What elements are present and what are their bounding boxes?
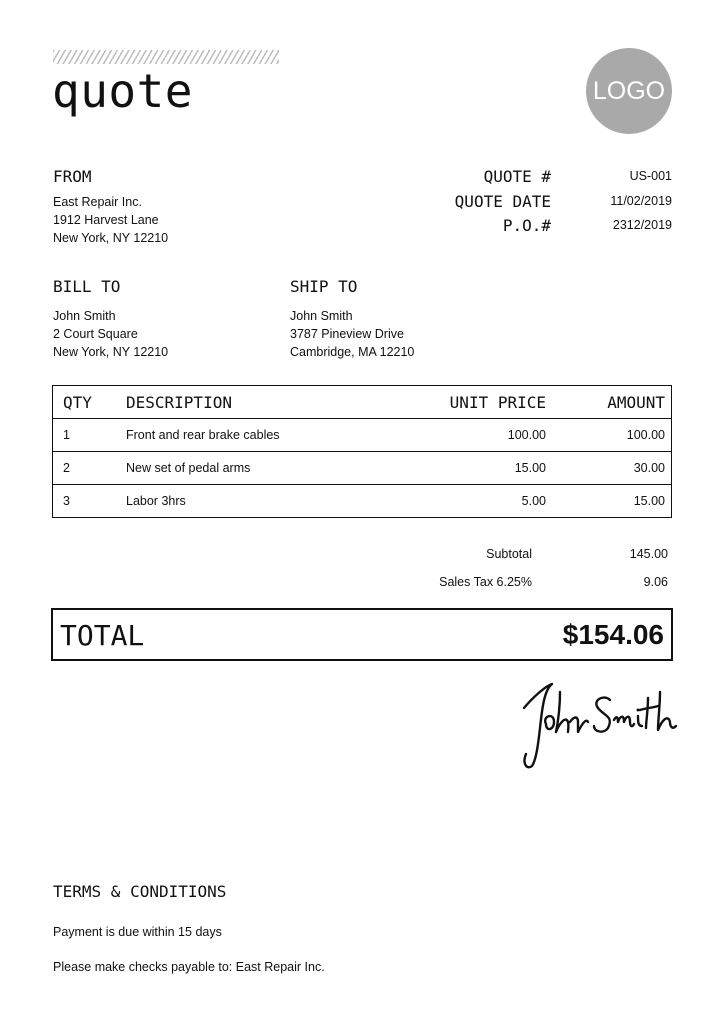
from-address [53,193,168,247]
quote-number-label: QUOTE # [483,167,551,186]
subtotal-value: 145.00 [629,547,668,561]
ship-to-city: Cambridge, MA 12210 [290,345,415,359]
header-amount: AMOUNT [607,392,665,412]
bill-to-name: John Smith [53,309,116,323]
table-row [53,418,671,451]
signature-image [510,670,680,775]
po-number-value: 2312/2019 [612,218,672,232]
row-qty: 1 [63,428,70,442]
document-title: quote [52,64,193,118]
terms-heading: TERMS & CONDITIONS [53,882,227,901]
table-row [53,484,671,517]
quote-date-value: 11/02/2019 [610,194,672,208]
from-heading: FROM [53,167,92,186]
bill-to-heading: BILL TO [53,277,121,296]
quote-number-row [430,167,672,191]
row-description: New set of pedal arms [126,461,251,475]
table-row [53,451,671,484]
header-unit-price: UNIT PRICE [449,392,546,412]
row-amount: 100.00 [626,428,665,442]
total-label: TOTAL [60,619,145,652]
quote-number-value: US-001 [629,169,672,183]
row-amount: 30.00 [633,461,665,475]
row-qty: 3 [63,494,70,508]
logo-placeholder: LOGO [586,48,672,134]
row-unit-price: 100.00 [507,428,546,442]
bill-to-street: 2 Court Square [53,327,138,341]
po-number-label: P.O.# [502,216,551,235]
po-number-row [430,216,672,240]
quote-date-label: QUOTE DATE [454,192,551,211]
row-unit-price: 5.00 [521,494,546,508]
ship-to-heading: SHIP TO [290,277,358,296]
row-unit-price: 15.00 [514,461,546,475]
items-table [52,385,672,518]
row-description: Front and rear brake cables [126,428,280,442]
from-street: 1912 Harvest Lane [53,213,159,227]
total-box [51,608,673,661]
decorative-stripes [53,50,279,64]
subtotal-label: Subtotal [486,547,532,561]
header-qty: QTY [63,392,92,412]
from-name: East Repair Inc. [53,195,142,209]
bill-to-city: New York, NY 12210 [53,345,169,359]
quote-date-row [430,192,672,216]
sales-tax-value: 9.06 [643,575,668,589]
terms-payment: Payment is due within 15 days [53,925,222,939]
ship-to-address [290,307,414,361]
table-header-row [53,386,671,418]
bill-to-address [53,307,168,361]
ship-to-street: 3787 Pineview Drive [290,327,404,341]
row-amount: 15.00 [633,494,665,508]
row-description: Labor 3hrs [126,494,186,508]
sales-tax-row [400,575,668,593]
row-qty: 2 [63,461,70,475]
total-value: $154.06 [562,619,664,650]
header-description: DESCRIPTION [126,392,232,412]
subtotal-row [400,547,668,565]
ship-to-name: John Smith [290,309,353,323]
sales-tax-label: Sales Tax 6.25% [439,575,532,589]
from-city: New York, NY 12210 [53,231,169,245]
terms-checks: Please make checks payable to: East Repair Inc. [53,960,325,974]
